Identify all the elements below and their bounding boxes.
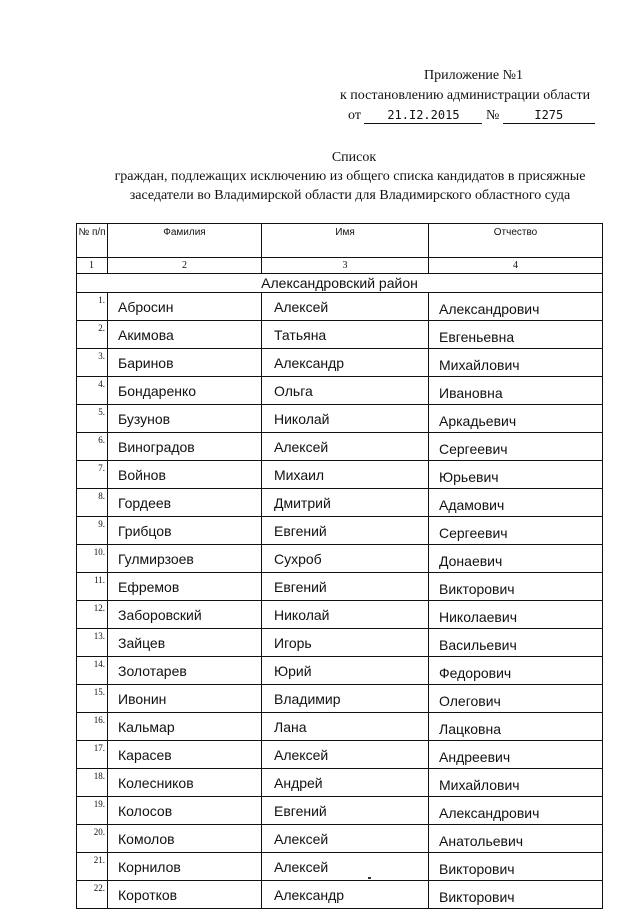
last-name-cell: Зайцев [108,629,262,657]
table-row [77,293,603,321]
header-first-name: Имя [262,224,429,258]
first-name-cell: Дмитрий [262,489,429,517]
last-name-cell: Грибцов [108,517,262,545]
row-number: 13. [77,629,108,657]
table-row [77,629,603,657]
table-row [77,881,603,909]
middle-name-cell: Адамович [429,489,603,517]
row-number: 10. [77,545,108,573]
last-name-cell: Бондаренко [108,377,262,405]
middle-name-cell: Юрьевич [429,461,603,489]
last-name-cell: Ивонин [108,685,262,713]
middle-name-cell: Олегович [429,685,603,713]
district-row [77,274,603,293]
first-name-cell: Татьяна [262,321,429,349]
middle-name-cell: Васильевич [429,629,603,657]
first-name-cell: Евгений [262,573,429,601]
column-number: 3 [262,258,429,274]
row-number: 19. [77,797,108,825]
first-name-cell: Сухроб [262,545,429,573]
last-name-cell: Гулмирзоев [108,545,262,573]
first-name-cell: Игорь [262,629,429,657]
table-row [77,433,603,461]
middle-name-cell: Лацковна [429,713,603,741]
row-number: 16. [77,713,108,741]
row-number: 21. [77,853,108,881]
middle-name-cell: Михайлович [429,349,603,377]
middle-name-cell: Федорович [429,657,603,685]
middle-name-cell: Евгеньевна [429,321,603,349]
number-label: № [485,108,500,123]
table-row [77,321,603,349]
first-name-cell: Алексей [262,741,429,769]
table-row [77,545,603,573]
middle-name-cell: Аркадьевич [429,405,603,433]
first-name-cell: Алексей [262,853,429,881]
middle-name-cell: Сергеевич [429,433,603,461]
middle-name-cell: Александрович [429,797,603,825]
table-row [77,769,603,797]
last-name-cell: Карасев [108,741,262,769]
last-name-cell: Кальмар [108,713,262,741]
row-number: 20. [77,825,108,853]
middle-name-cell: Донаевич [429,545,603,573]
first-name-cell: Николай [262,601,429,629]
column-number: 2 [108,258,262,274]
table-row [77,377,603,405]
first-name-cell: Михаил [262,461,429,489]
column-numbers-row [77,258,603,274]
table-header-row [77,224,603,258]
middle-name-cell: Николаевич [429,601,603,629]
row-number: 2. [77,321,108,349]
header-last-name: Фамилия [108,224,262,258]
middle-name-cell: Ивановна [429,377,603,405]
last-name-cell: Ефремов [108,573,262,601]
table-row [77,461,603,489]
last-name-cell: Комолов [108,825,262,853]
last-name-cell: Коротков [108,881,262,909]
decree-date-number [336,106,616,126]
decree-date: 21.I2.2015 [364,107,482,124]
table-row [77,405,603,433]
first-name-cell: Андрей [262,769,429,797]
first-name-cell: Владимир [262,685,429,713]
table-row [77,713,603,741]
table-row [77,825,603,853]
last-name-cell: Войнов [108,461,262,489]
from-label: от [348,108,361,123]
stray-mark [368,877,371,879]
row-number: 9. [77,517,108,545]
last-name-cell: Бузунов [108,405,262,433]
first-name-cell: Алексей [262,825,429,853]
last-name-cell: Гордеев [108,489,262,517]
first-name-cell: Александр [262,881,429,909]
row-number: 14. [77,657,108,685]
last-name-cell: Баринов [108,349,262,377]
last-name-cell: Акимова [108,321,262,349]
document-title [60,148,640,205]
middle-name-cell: Андреевич [429,741,603,769]
table-row [77,601,603,629]
row-number: 12. [77,601,108,629]
appendix-header [336,66,616,126]
row-number: 3. [77,349,108,377]
first-name-cell: Ольга [262,377,429,405]
middle-name-cell: Александрович [429,293,603,321]
middle-name-cell: Викторович [429,881,603,909]
last-name-cell: Колесников [108,769,262,797]
title-line-2: граждан, подлежащих исключению из общего списка кандидатов в присяжные [114,169,586,184]
column-number: 4 [429,258,603,274]
last-name-cell: Колосов [108,797,262,825]
header-num: № п/п [77,224,108,258]
middle-name-cell: Анатольевич [429,825,603,853]
row-number: 7. [77,461,108,489]
table-row [77,573,603,601]
appendix-to: к постановлению администрации области [340,88,591,103]
middle-name-cell: Викторович [429,853,603,881]
last-name-cell: Виноградов [108,433,262,461]
first-name-cell: Александр [262,349,429,377]
candidates-table [76,223,603,909]
first-name-cell: Евгений [262,797,429,825]
row-number: 15. [77,685,108,713]
table-row [77,657,603,685]
table-row [77,853,603,881]
row-number: 5. [77,405,108,433]
table-row [77,741,603,769]
row-number: 4. [77,377,108,405]
table-row [77,685,603,713]
table-row [77,517,603,545]
row-number: 8. [77,489,108,517]
table-row [77,489,603,517]
title-list: Список [331,150,377,165]
table-body [77,293,603,909]
last-name-cell: Золотарев [108,657,262,685]
last-name-cell: Корнилов [108,853,262,881]
first-name-cell: Николай [262,405,429,433]
district-name: Александровский район [77,274,603,293]
row-number: 6. [77,433,108,461]
title-line-3: заседатели во Владимирской области для Владимирского областного суда [129,188,571,203]
middle-name-cell: Михайлович [429,769,603,797]
last-name-cell: Заборовский [108,601,262,629]
table-row [77,349,603,377]
row-number: 22. [77,881,108,909]
decree-number: I275 [503,107,595,124]
appendix-title: Приложение №1 [424,68,523,83]
first-name-cell: Алексей [262,433,429,461]
middle-name-cell: Сергеевич [429,517,603,545]
row-number: 18. [77,769,108,797]
column-number: 1 [77,258,108,274]
row-number: 1. [77,293,108,321]
table-row [77,797,603,825]
row-number: 11. [77,573,108,601]
first-name-cell: Алексей [262,293,429,321]
middle-name-cell: Викторович [429,573,603,601]
first-name-cell: Лана [262,713,429,741]
header-middle-name: Отчество [429,224,603,258]
last-name-cell: Абросин [108,293,262,321]
first-name-cell: Евгений [262,517,429,545]
row-number: 17. [77,741,108,769]
first-name-cell: Юрий [262,657,429,685]
